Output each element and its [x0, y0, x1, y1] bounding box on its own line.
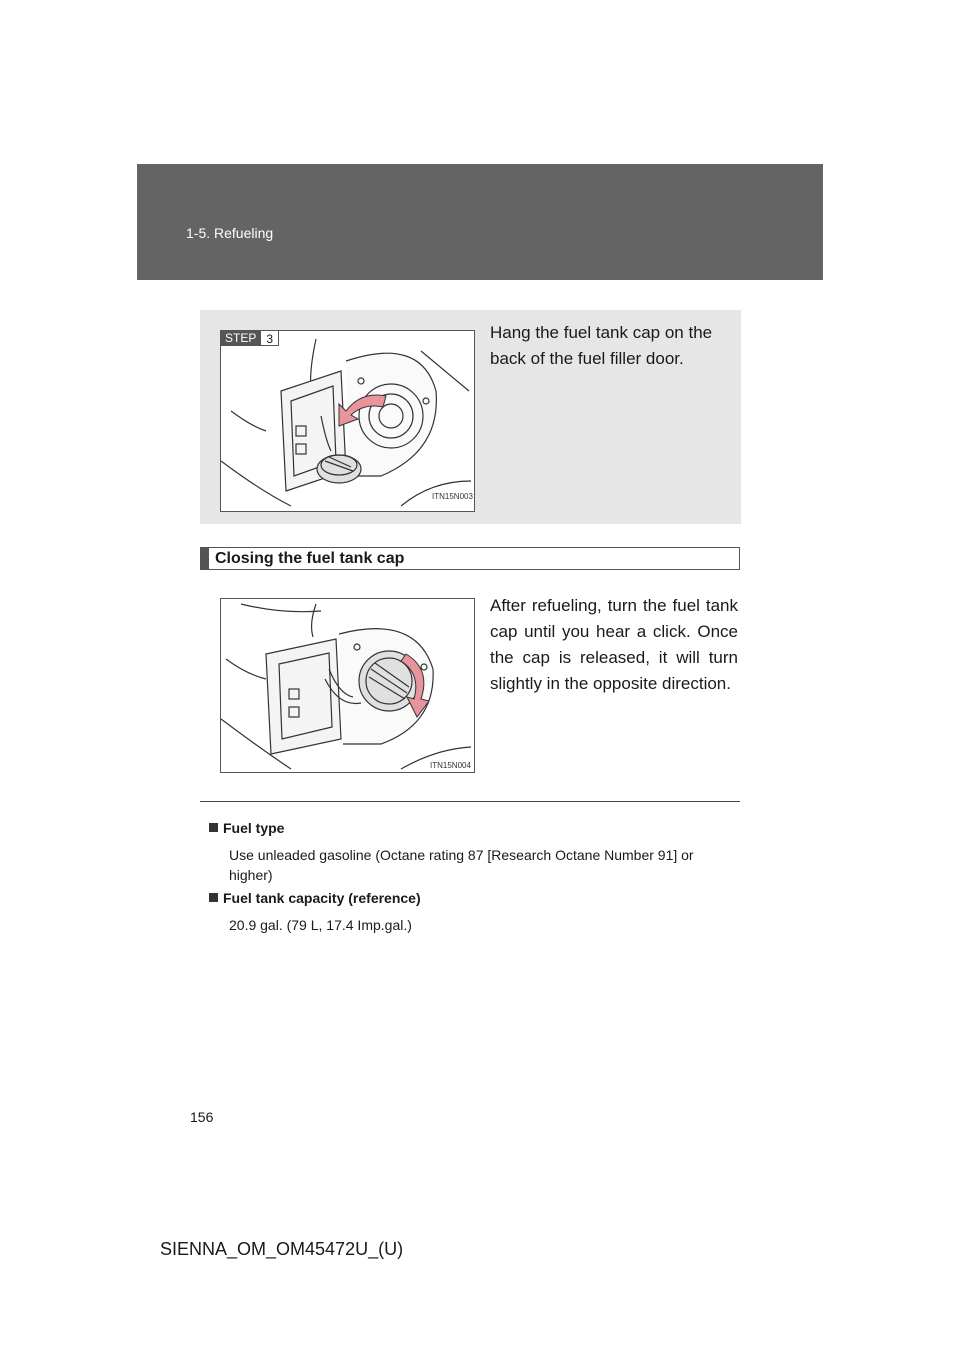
- fuel-cap-hang-drawing: [221, 331, 474, 511]
- note-body-fuel-type: Use unleaded gasoline (Octane rating 87 [Research Octane Number 91] or higher): [229, 847, 694, 883]
- heading-accent-bar: [201, 548, 209, 569]
- step-instruction-text: Hang the fuel tank cap on the back of the fuel filler door.: [490, 323, 713, 368]
- step-number: 3: [261, 330, 279, 346]
- document-code: SIENNA_OM_OM45472U_(U): [160, 1239, 404, 1259]
- fuel-cap-hang-illustration: [220, 330, 475, 512]
- note-body-tank-capacity: 20.9 gal. (79 L, 17.4 Imp.gal.): [229, 917, 412, 933]
- subsection-title: Closing the fuel tank cap: [215, 550, 405, 567]
- closing-instruction-text: After refueling, turn the fuel tank cap until you hear a click. Once the cap is released, it will turn slightly in the opposite direction.: [490, 596, 738, 693]
- step-badge: [220, 330, 279, 346]
- section-title: 1-5. Refueling: [186, 225, 274, 241]
- page-number: 156: [190, 1109, 214, 1125]
- header-band: [137, 164, 823, 280]
- bullet-square-icon: [209, 823, 218, 832]
- divider-rule: [200, 801, 740, 802]
- illustration-code-2: ITN15N004: [430, 761, 471, 770]
- step-label: STEP: [220, 330, 261, 346]
- subsection-heading: [200, 547, 740, 570]
- note-heading-fuel-type: Fuel type: [209, 820, 284, 836]
- note-heading-tank-capacity: Fuel tank capacity (reference): [209, 890, 421, 906]
- illustration-code-1: ITN15N003: [432, 492, 473, 501]
- fuel-cap-close-illustration: [220, 598, 475, 773]
- bullet-square-icon: [209, 893, 218, 902]
- fuel-cap-close-drawing: [221, 599, 474, 772]
